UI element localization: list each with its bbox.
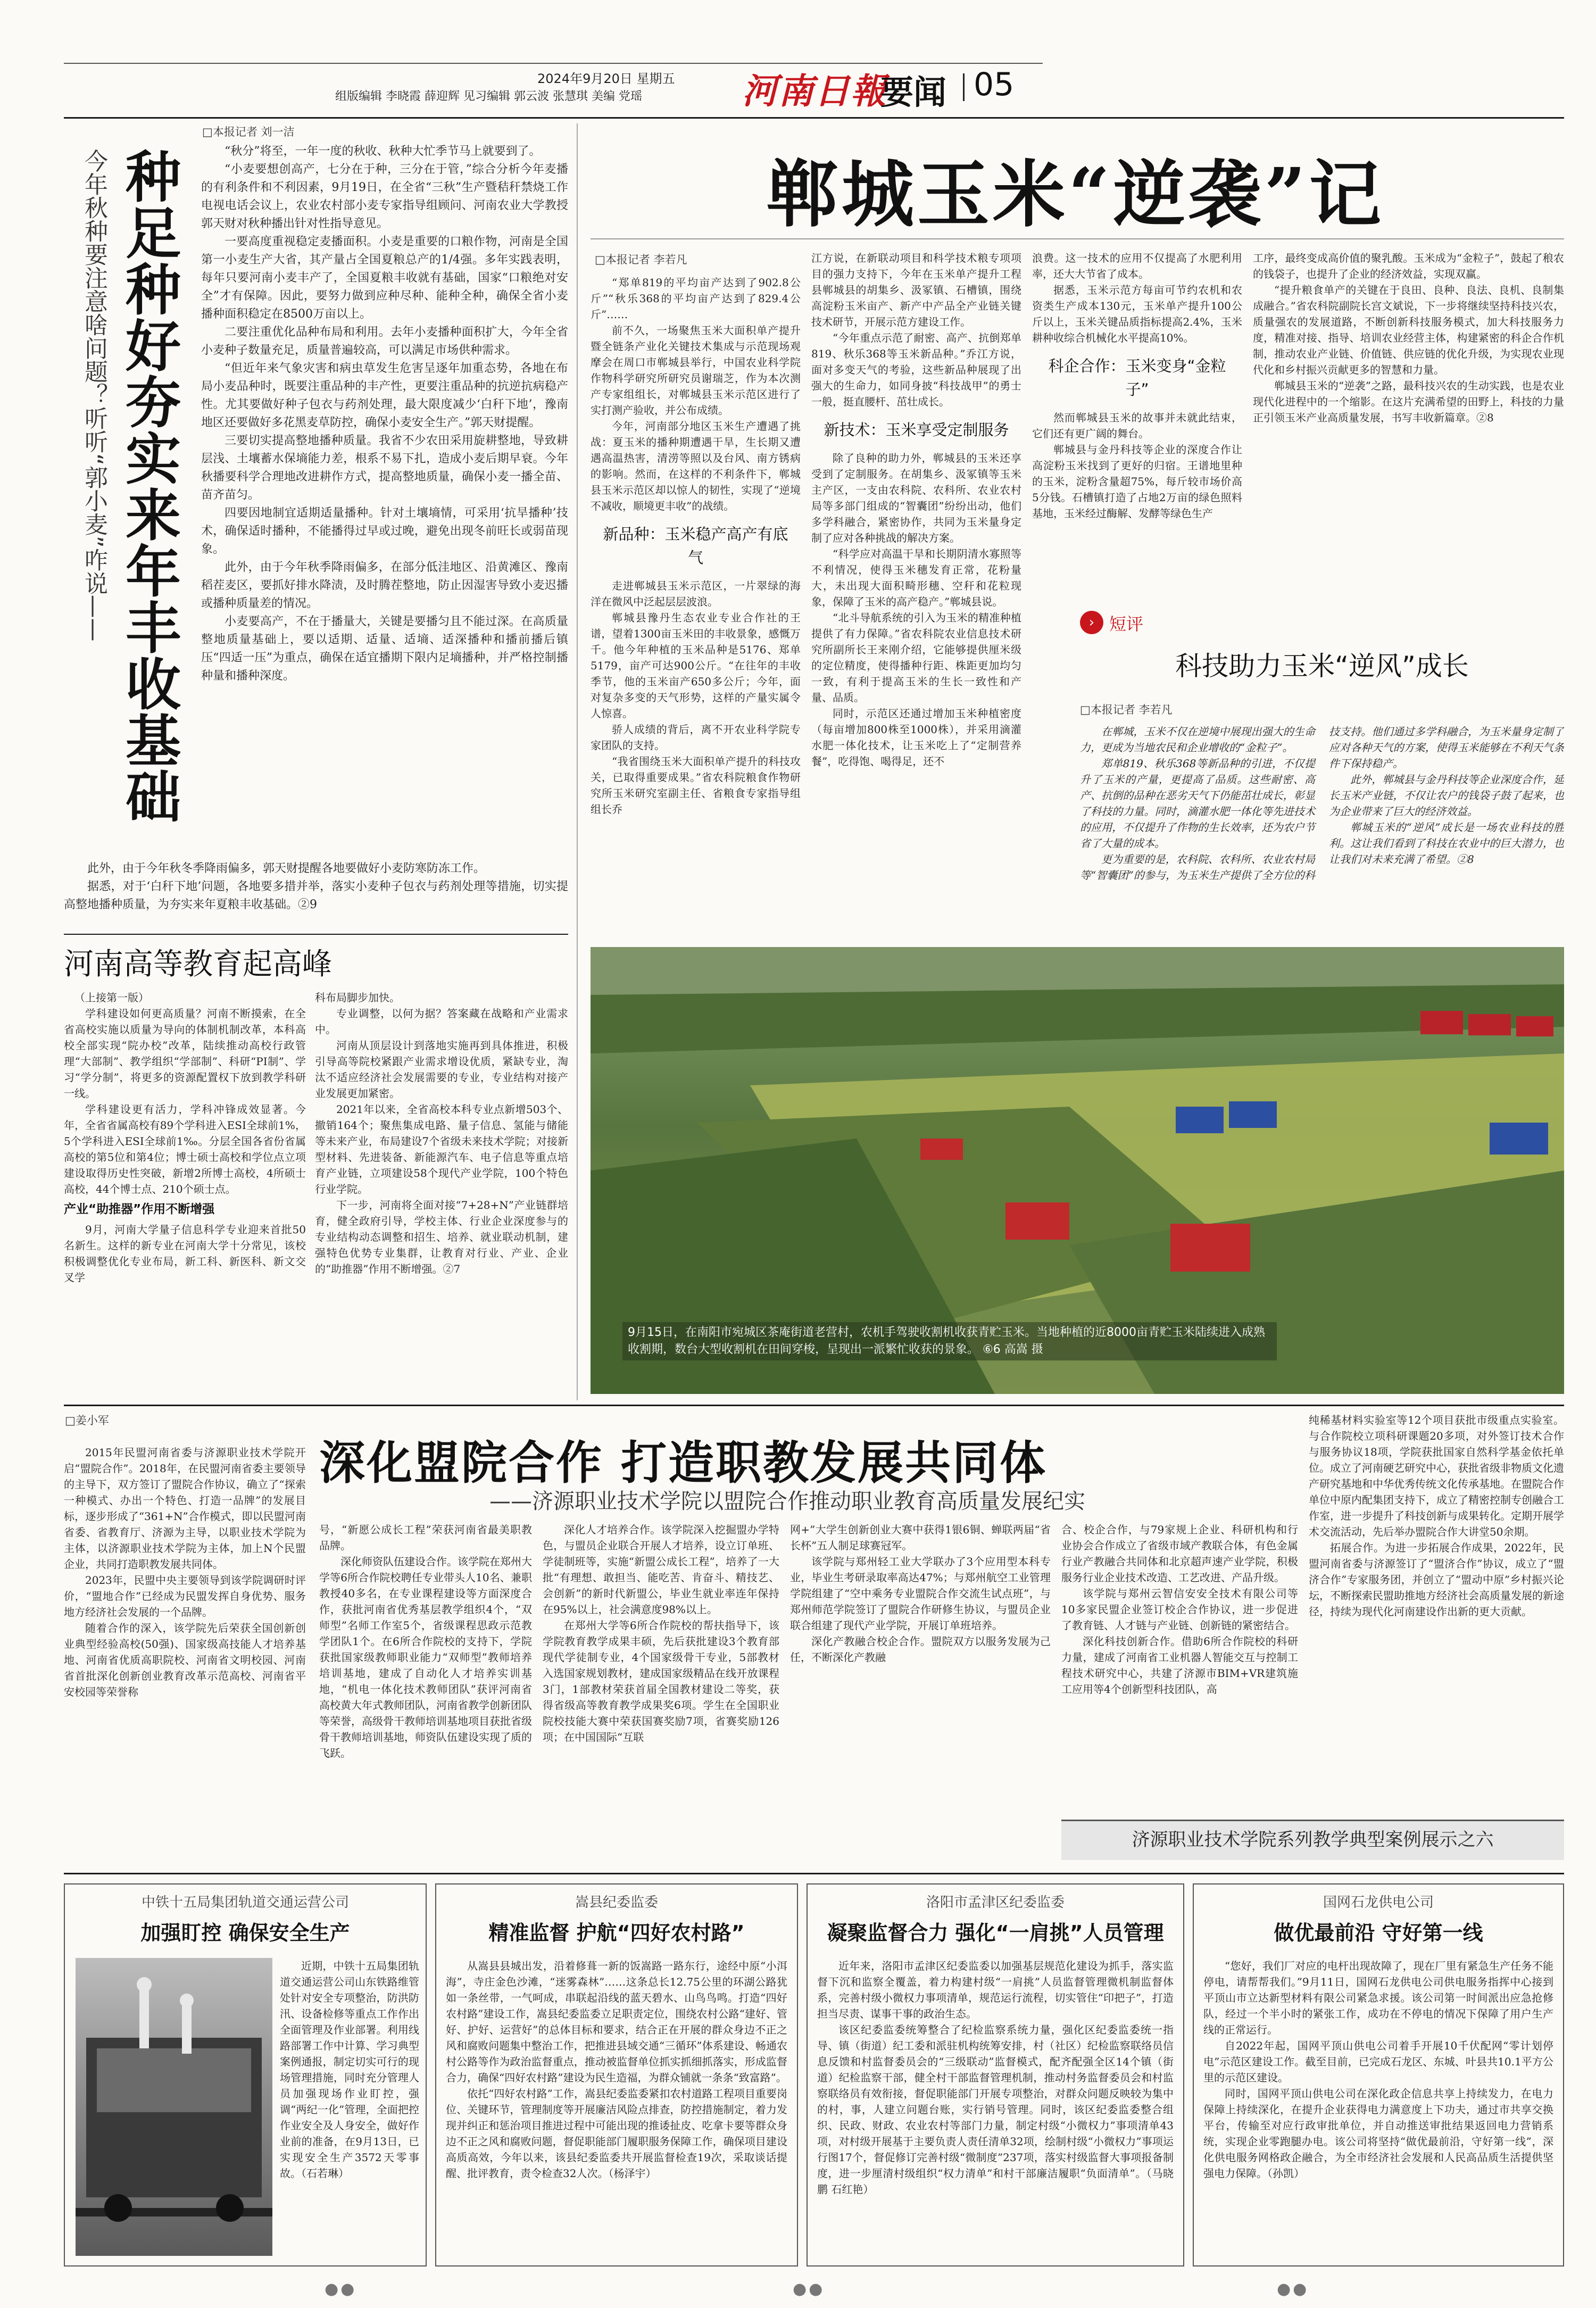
seed-body-col1 xyxy=(201,143,568,858)
seed-p10: 此外，由于今年秋冬季降雨偏多，郭天财提醒各地要做好小麦防寒防冻工作。 xyxy=(87,862,486,875)
higher-edu-p3: 9月，河南大学量子信息科学专业迎来首批50名新生。这样的新专业在河南大学十分常见，该校积极调整优化专业布局，新工科、新医科、新文交叉学 xyxy=(64,1223,306,1284)
corn-subhead-2: 新技术：玉米享受定制服务 xyxy=(824,421,1009,439)
corn-col3 xyxy=(1032,250,1242,604)
corn-c2-p6: 同时，示范区还通过增加玉米种植密度（每亩增加800株至1000株），并采用滴灌水肥一体化技术，让玉米吃上了“定制营养餐”，吃得饱、喝得足，还不 xyxy=(811,707,1021,768)
corn-c4-p3: 郸城县玉米的“逆袭”之路，最科技兴农的生动实践，也是农业现代化进程中的一个缩影。在这片充满希望的田野上，科技的力量正引领玉米产业高质量发展，书写丰收新篇章。②8 xyxy=(1253,379,1564,424)
corn-col2 xyxy=(811,250,1021,942)
higher-edu-p8: 下一步，河南将全面对接“7+28+N”产业链群培育，健全政府引导，学校主体、行业企业深度参与的专业结构动态调整和招生、培养、就业联动机制，建强特色优势专业集群，让教育对行业、产业、企业的“助推器”作用不断增强。②7 xyxy=(315,1199,568,1275)
comment-p3: 更为重要的是，农科院、农科所、农业农村局等“智囊团”的参与，为玉米生产提供了全方位的科技支持。他们通过多学科融合，为玉米量身定制了应对各种天气的方案，使得玉米能够在不利天气条件下保持稳产。 xyxy=(1080,725,1564,882)
corn-c2-p1: 江方说，在新联动项目和科学技术粮专项项目的强力支持下，今年在玉米单产提升工程县郸城县的胡集乡、汲冢镇、石槽镇，围绕高淀粉玉米亩产、新产中产品全产业链关键技术研节，开展示范方建设工作。 xyxy=(811,252,1021,328)
corn-c1-p3: 今年，河南部分地区玉米生产遭遇了挑战：夏玉米的播种期遭遇干旱，生长期又遭遇高温热害，清涝等照以及台风、南方锈病的影响。然而，在这样的不利条件下，郸城县玉米示范区却以惊人的韧性，实现了“逆境不减收，顺境更丰收”的战绩。 xyxy=(591,420,801,512)
voc-col5 xyxy=(1061,1522,1298,1812)
comment-tag: 短评 xyxy=(1109,614,1144,634)
higher-edu-p4: 科布局脚步加快。 xyxy=(315,991,400,1004)
corn-c4-p1: 工序，最终变成高价值的聚乳酸。玉米成为“金粒子”，鼓起了稂农的钱袋子，也提升了企业的经济效益，实现双赢。 xyxy=(1253,252,1564,280)
voc-c3-p2: 在郑州大学等6所合作院校的帮扶指导下，该学院教育教学成果丰硕，先后获批建设3个教育部现代学徒制专业，4个国家级骨干专业，5部教材入选国家规划教材，建成国家级精品在线开放课程3门，1部教材荣获首届全国教材建设二等奖，获得省级高等教育教学成果奖6项。学生在全国职业院校技能大赛中荣获国赛奖励7项，省赛奖励126项；在中国国际“互联 xyxy=(543,1619,779,1744)
comment-title: 科技助力玉米“逆风”成长 xyxy=(1175,651,1469,682)
corn-title: 郸城玉米“逆袭”记 xyxy=(766,152,1385,237)
higher-edu-col1 xyxy=(64,990,306,1399)
higher-edu-p2: 学科建设更有活力，学科冲锋成效显著。今年，全省省属高校有89个学科进入ESI全球前1%，5个学科进入ESI全球前1‰。分层全国各省份省属高校的第5位和第4位；博士硕士高校和学位点立项建设取得历史性突破，新增2所博士高校，4所硕士高校，44个博士点、210个硕士点。 xyxy=(64,1103,306,1195)
corn-c1-p5: 郸城县豫丹生态农业专业合作社的王谱，望着1300亩玉米田的丰收景象，感慨万千。他今年种植的玉米品种是5176、郑单5179，亩产可达900公斤。“在往年的丰收季节，他的玉米亩产650多公斤；今年，面对复杂多变的天气形势，这样的产量实属令人惊喜。 xyxy=(591,611,801,720)
higher-edu-p6: 河南从顶层设计到落地实施再到具体推进，积极引导高等院校紧跟产业需求增设优质，紧缺专业，淘汰不适应经济社会发展需要的专业，专业结构对接产业发展更加紧密。 xyxy=(315,1039,568,1100)
seed-p6: 三要切实提高整地播种质量。我省不少农田采用旋耕整地，导致耕层浅、土壤蓄水保墒能力差，根系不易下扎，造成小麦后期早衰。今年秋播要科学合理地改进耕作方式，提高整地质量，确保小麦一播全苗、苗齐苗匀。 xyxy=(201,434,568,502)
masthead-editors: 组版编辑 李晓霞 薛迎辉 见习编辑 郭云波 张慧琪 美编 党瑶 xyxy=(335,90,642,103)
voc-byline: □姜小军 xyxy=(65,1414,109,1427)
voc-c1-p2: 2023年，民盟中央主要领导到该学院调研时评价，“盟地合作”已经成为民盟发挥自身优势、服务地方经济社会发展的一个品牌。 xyxy=(64,1574,306,1618)
seed-p5: “但近年来气象灾害和病虫草发生危害呈逐年加重态势，各地在布局小麦品种时，既要注重品种的丰产性，更要注重品种的抗逆抗病稳产性。尤其要做好种子包衣与药剂处理，最大限度减少‘白秆下地’，豫南地区还要做好多花黑麦草防控，确保小麦安全生产。”郭天财提醒。 xyxy=(201,362,568,429)
box2-p1: 从嵩县县城出发，沿着修葺一新的饭嵩路一路东行，途经中原“小洱海”，寺庄金色沙滩，“迷雾森林”……这条总长12.75公里的环湖公路犹如一条丝带，一气呵成，串联起沿线的蓝天碧水、山鸟鸟鸣。打造“四好农村路”建设工作，嵩县纪委监委立足职责定位，围绕农村公路“建好、管好、护好、运营好”的总体目标和要求，结合正在开展的群众身边不正之风和腐败问题集中整治工作，把推进县域交通“三循环”体系建设、畅通农村公路等作为政治监督重点，推动被监督单位抓实抓细抓落实，形成监督合力，确保“四好农村路”建设为民生造福，为群众铺就一条条“致富路”。 xyxy=(446,1960,787,2084)
corn-c3-p2: 据悉，玉米示范方每亩可节约农机和农资类生产成本130元，玉米单产提升100公斤以上，玉米关键品质指标提高2.4%，玉米耕种收综合机械化水平提高10%。 xyxy=(1032,284,1242,344)
box1-kicker: 中铁十五局集团轨道交通运营公司 xyxy=(141,1895,349,1911)
train-icon xyxy=(76,1958,272,2256)
corn-c2-p3: 除了良种的助力外，郸城县的玉米还享受到了定制服务。在胡集乡、汲冢镇等玉米主产区，一支由农科院、农科所、农业农村局等多部门组成的“智囊团”纷纷出动，他们多学科融合，紧密协作，共同为玉米量身定制了应对各种挑战的解决方案。 xyxy=(811,452,1021,544)
section-divider xyxy=(963,73,965,101)
voc-c6-p2: 拓展合作。为进一步拓展合作成果，2022年，民盟河南省委与济源签订了“盟济合作”协议，成立了“盟济合作”专家服务团，并创立了“盟动中原”乡村振兴论坛，不断探索民盟助推地方经济社会高质量发展的新途径，持续为现代化河南建设作出新的更大贡献。 xyxy=(1309,1541,1564,1618)
voc-col2 xyxy=(319,1522,532,1867)
voc-c5-p2: 该学院与郑州云智信安安全技术有限公司等10多家民盟企业签订校企合作协议，进一步促进了教育链、人才链与产业链、创新链的紧密结合。 xyxy=(1061,1587,1298,1632)
voc-c2-p1: 号，“新愿公成长工程”荣获河南省最美职教品牌。 xyxy=(319,1523,532,1552)
corn-c2-p2: “今年重点示范了耐密、高产、抗倒郑单819、秋乐368等玉米新品种。”乔江方说，面对多变天气的考验，这些新品种展现了出强大的生命力，如同身披“科技战甲”的勇士一般，挺直腰杆、茁壮成长。 xyxy=(811,331,1021,408)
voc-col6 xyxy=(1309,1412,1564,1811)
box1-photo xyxy=(76,1958,272,2256)
section-name: 要闻 xyxy=(880,73,947,112)
box1-body xyxy=(280,1958,419,2259)
comment-p1: 在郸城，玉米不仅在逆境中展现出强大的生命力，更成为当地农民和企业增收的“金粒子”。 xyxy=(1080,725,1315,754)
higher-edu-cont: （上接第一版） xyxy=(74,991,149,1004)
voc-c5-p1: 合、校企合作，与79家规上企业、科研机构和行业协会合作成立了省级市域产教联合体，有色金属行业产教融合共同体和北京超声速产业学院，积极服务行业企业技术改造、工艺改进、产品升级。 xyxy=(1061,1523,1298,1584)
seed-p9: 小麦要高产，不在于播量大，关键是要播匀且不能过深。在高质量整地质量基础上，要以适期、适量、适墒、适深播种和播前播后镇压“四适一压”为重点，确保在适宜播期下限内足墒播种，并严格控制播种量和播种深度。 xyxy=(201,615,568,683)
voc-c1-p3: 随着合作的深入，该学院先后荣获全国创新创业典型经验高校(50强)、国家级高技能人才培养基地、河南省优质高职院校、河南省文明校园、河南省首批深化创新创业教育改革示范高校、河南省平安校园等荣誉称 xyxy=(64,1622,306,1698)
box4-p3: 同时，国网平顶山供电公司在深化政企信息共享上持续发力，在电力保障上持续深化，在提升企业获得电力满意度上下功夫，通过市共享交换平台，传输至对应行政审批单位，并自动推送审批结果返回电力营销系统，实现企业零跑腿办电。该公司将坚持“做优最前沿，守好第一线”，深化供电服务网格政企融合，为全市经济社会发展和人民高品质生活提供坚强电力保障。（孙凯） xyxy=(1203,2087,1553,2180)
voc-title: 深化盟院合作 打造职教发展共同体 xyxy=(319,1436,1047,1490)
voc-c4-p1: 网+”大学生创新创业大赛中获得1银6铜、蝉联两届“省长杯”五人制足球赛冠军。 xyxy=(790,1523,1051,1552)
voc-c1-p1: 2015年民盟河南省委与济源职业技术学院开启“盟院合作”。2018年，在民盟河南省委主要领导的主导下，双方签订了盟院合作协议，确立了“探索一种模式、办出一个特色、打造一品牌”的发展目标，逐步形成了“361+N”合作模式，即以民盟河南省委、省教育厅、济源为主导，以职业技术学院为主体，以济源职业技术学院为主体，加上N个民盟企业，共同打造职教发展共同体。 xyxy=(64,1446,306,1571)
photo-caption: 9月15日，在南阳市宛城区茶庵街道老营村，农机手驾驶收割机收获青贮玉米。当地种植的近8000亩青贮玉米陆续进入成熟收割期，数台大型收割机在田间穿梭，呈现出一派繁忙收获的景象。 ⑥6 高嵩 摄 xyxy=(622,1322,1277,1360)
corn-subhead-1: 新品种：玉米稳产高产有底气 xyxy=(603,525,788,567)
voc-series-banner: 济源职业技术学院系列教学典型案例展示之六 xyxy=(1061,1820,1564,1860)
chevron-right-icon: › xyxy=(1088,615,1095,630)
voc-subtitle: ——济源职业技术学院以盟院合作推动职业教育高质量发展纪实 xyxy=(489,1489,1085,1514)
box2-body xyxy=(446,1958,787,2259)
seed-p4: 二要注重优化品种布局和利用。去年小麦播种面积扩大，今年全省小麦种子数量充足，质量普遍较高，可以满足市场供种需求。 xyxy=(201,326,568,357)
seed-p2: “小麦要想创高产，七分在于种，三分在于管，”综合分析今年麦播的有利条件和不利因素，9月19日，在全省“三秋”生产暨秸秆禁烧工作电视电话会议上，农业农村部小麦专家指导组顾问、河南农业大学教授郭天财对秋种播出针对性指导意见。 xyxy=(201,163,568,230)
voc-c3-p1: 深化人才培养合作。该学院深入挖掘盟办学特色，与盟员企业联合开展人才培养，设立订单班、学徒制班等，实施“新盟公成长工程”，培养了一大批“有理想、敢担当、能吃苦、肯奋斗、精技艺、会创新”的新时代新盟公，毕业生就业率连年保持在95%以上，社会满意度98%以上。 xyxy=(543,1523,779,1616)
corn-c1-p6: 骄人成绩的背后，离不开农业科学院专家团队的支持。 xyxy=(591,723,801,752)
footer-dots-center: ●● xyxy=(793,2280,825,2298)
comment-p2: 郑单819、秋乐368等新品种的引进，不仅提升了玉米的产量，更提高了品质。这些耐密、高产、抗倒的品种在恶劣天气下仍能茁壮成长，彰显了科技的力量。同时，滴灌水肥一体化等先进技术的应用，不仅提升了作物的生长效率，还为农户节省了大量的成本。 xyxy=(1080,757,1315,850)
corn-c2-p4: “科学应对高温干旱和长期阴清水寡照等不利情况，使得玉米穗发育正常，花粉量大，未出现大面积畸形穗、空秆和花粒现象，保障了玉米的高产稳产。”郸城县说。 xyxy=(811,547,1021,608)
seed-p7: 四要因地制宜适期适量播种。针对土壤墒情，可采用‘抗旱播种’技术，确保适时播种，不能播得过早或过晚，避免出现冬前旺长或弱苗现象。 xyxy=(201,507,568,556)
comment-tag-badge xyxy=(1080,611,1103,634)
box4-p1: “您好，我们厂对应的电杆出现故障了，现在厂里有紧急生产任务不能停电，请帮帮我们。”9月11日，国网石龙供电公司供电服务指挥中心接到平顶山市立达新型材料有限公司紧急求援。该公司第一时间派出应急抢修队，经过一个半小时的紧张工作，成功在不停电的情况下保障了用户生产线的正常运行。 xyxy=(1203,1960,1553,2036)
corn-c1-p7: “我省围绕玉米大面积单产提升的科技攻关，已取得重要成果。”省农科院粮食作物研究所玉米研究室副主任、省粮食专家指导组组长乔 xyxy=(591,755,801,816)
box2-kicker: 嵩县纪委监委 xyxy=(575,1895,658,1911)
seed-body-bottom xyxy=(64,860,568,929)
seed-p11: 据悉，对于‘白秆下地’问题，各地要多措并举，落实小麦种子包衣与药剂处理等措施，切实提高整地播种质量，为夯实来年夏粮丰收基础。②9 xyxy=(64,880,568,911)
comment-byline: □本报记者 李若凡 xyxy=(1080,703,1173,716)
comment-p4: 此外，郸城县与金丹科技等企业深度合作，延长玉米产业链，不仅让农户的钱袋子鼓了起来，也为企业带来了巨大的经济效益。 xyxy=(1329,773,1564,818)
corn-c4-p2: “提升粮食单产的关键在于良田、良种、良法、良机、良制集成融合。”省农科院副院长宫文斌说，下一步将继续坚持科技兴农，质量强农的发展道路，不断创新科技服务模式，加大科技服务力度，精准对接、指导、培训农业经营主体，构建紧密的科企合作机制，推动农业产业链、价值链、供应链的优化升级，为实现农业现代化和乡村振兴贡献更多的智慧和力量。 xyxy=(1253,284,1564,376)
corn-c3-p1: 浪费。这一技术的应用不仅提高了水肥利用率，还大大节省了成本。 xyxy=(1032,252,1242,280)
comment-body xyxy=(1080,724,1564,942)
seed-p8: 此外，由于今年秋季降雨偏多，在部分低洼地区、沿黄滩区、豫南稻茬麦区，要抓好排水降渍，及时腾茬整地，防止因湿害导致小麦迟播或播种质量差的情况。 xyxy=(201,561,568,610)
corn-col4 xyxy=(1253,250,1564,604)
box1-p1: 近期，中铁十五局集团轨道交通运营公司山东铁路维管处针对安全专项整治，防洪防汛、设备检修等重点工作作出全面管理及作业部署。利用线路部署工作中计算、学习典型案例通报，制定切实可行的现场管理措施，同时充分管理人员加强现场作业盯控，强调“两纪一化”管理，全面把控作业安全及人身安全，做好作业前的准备，在9月13日，已实现安全生产3572天零事故。（石若琳） xyxy=(280,1960,419,2180)
voc-c6-p1: 纯稀基材料实验室等12个项目获批市级重点实验室。与合作院校立项科研课题20多项，对外签订技术合作与服务协议18项，学院获批国家自然科学基金依托单位。成立了河南硬艺研究中心，获批省级非物质文化遗产研究基地和中华优秀传统文化传承基地。在盟院合作单位中原内配集团支持下，成立了精密控制专创融合工作室，进一步提升了科技创新与成果转化。定期开展学术交流活动，先后举办盟院合作大讲堂50余期。 xyxy=(1309,1414,1564,1538)
corn-c3-p3: 然而郸城县玉米的故事并未就此结束，它们还有更广阔的舞台。 xyxy=(1032,411,1242,440)
voc-col4 xyxy=(790,1522,1051,1867)
higher-edu-p1: 学科建设如何更高质量？河南不断摸索，在全省高校实施以质量为导向的体制机制改革，本科高校全部实现“院办校”改革，陆续推动高校行政管理“大部制”、教学组织“学部制”、科研“PI制”、学习“学分制”，将更多的资源配置权下放到教学科研一线。 xyxy=(64,1007,306,1100)
voc-c4-p2: 该学院与郑州轻工业大学联办了3个应用型本科专业，毕业生考研录取率高达47%；与郑州航空工业管理学院组建了“空中乘务专业盟院合作交流生试点班”，与郑州师范学院签订了盟院合作研修生协议，与盟员企业联合组建了现代产业学院，开展订单班培养。 xyxy=(790,1555,1051,1632)
box3-body xyxy=(817,1958,1174,2259)
seed-title: 种足种好夯实来年丰收基础 xyxy=(116,148,181,825)
comment-p5: 郸城玉米的“逆风”成长是一场农业科技的胜利。这让我们看到了科技在农业中的巨大潜力，也让我们对未来充满了希望。②8 xyxy=(1329,821,1564,866)
box1-title: 加强盯控 确保安全生产 xyxy=(140,1921,350,1945)
box3-p1: 近年来，洛阳市孟津区纪委监委以加强基层规范化建设为抓手，落实监督下沉和监察全覆盖，着力构建村级“一肩挑”人员监督管理微机制监督体系，完善村级小微权力事项清单，规范运行流程，切实管住“印把子”，打造担当尽责、谋事干事的政治生态。 xyxy=(817,1960,1174,2020)
seed-byline: □本报记者 刘一洁 xyxy=(202,126,295,138)
box2-title: 精准监督 护航“四好农村路” xyxy=(488,1921,745,1945)
box3-kicker: 洛阳市孟津区纪委监委 xyxy=(926,1895,1065,1911)
corn-c1-p4: 走进郸城县玉米示范区，一片翠绿的海洋在微风中泛起层层波浪。 xyxy=(591,579,801,608)
voc-c2-p2: 深化师资队伍建设合作。该学院在郑州大学等6所合作院校聘任专业带头人10名、兼职教授40多名，在专业课程建设等方面深度合作，获批河南省优秀基层教学组织4个，“双师型”名师工作室5个，省级课程思政示范教学团队1个。在6所合作院校的支持下，学院获批国家级教师职业能力“双师型”教师培养培训基地，建成了自动化人才培养实训基地，“机电一体化技术教师团队”获评河南省高校黄大年式教师团队，河南省教学创新团队等荣誉，高级骨干教师培训基地项目获批省级骨干教师培训基地，师资队伍建设实现了质的飞跃。 xyxy=(319,1555,532,1759)
footer-dots-right: ●● xyxy=(1277,2280,1309,2298)
box3-title: 凝聚监督合力 强化“一肩挑”人员管理 xyxy=(827,1921,1164,1945)
corn-col1 xyxy=(591,275,801,942)
seed-p1: “秋分”将至，一年一度的秋收、秋种大忙季节马上就要到了。 xyxy=(225,145,541,158)
voc-c4-p3: 深化产教融合校企合作。盟院双方以服务发展为己任，不断深化产教融 xyxy=(790,1635,1051,1664)
higher-edu-p7: 2021年以来，全省高校本科专业点新增503个、撤销164个；聚焦集成电路、量子信息、氢能与储能等未来产业，布局建设7个省级未来技术学院；对接新型材料、先进装备、新能源汽车、电子信息等重点培育产业链，立项建设58个现代产业学院，100个特色行业学院。 xyxy=(315,1103,568,1195)
corn-c1-p1: “郑单819的平均亩产达到了902.8公斤”“秋乐368的平均亩产达到了829.4公斤”…… xyxy=(591,276,801,321)
corn-c1-p2: 前不久，一场聚焦玉米大面积单产提升暨全链条产业化关键技术集成与示范现场观摩会在周口市郸城县举行，中国农业科学院作物科学研究所研究员谢瑞芝，作为本次测产专家组组长，对郸城县玉米示范区进行了实打测产验收，并公布成绩。 xyxy=(591,324,801,417)
box2-p2: 依托“四好农村路”工作，嵩县纪委监委紧扣农村道路工程项目重要岗位、关键环节，管理制度等开展廉洁风险点排查，防控措施制定，着力发现并纠正和惩治项目推进过程中可能出现的推诿扯皮、吃拿卡要等群众身边不正之风和腐败问题，督促职能部门履职服务保障工作，确保项目建设高质高效，今年以来，该县纪委监委共开展监督检查19次，采取谈话提醒、批评教育，责令检查32人次。（杨泽宇） xyxy=(446,2087,787,2180)
corn-c2-p5: “北斗导航系统的引入为玉米的精准种植提供了有力保障。”省农科院农业信息技术研究所副所长王来刚介绍，它能够提供厘米级的定位精度，使得播种行距、株距更加均匀一致，有利于提高玉米的生长一致性和产量、品质。 xyxy=(811,611,1021,704)
voc-c5-p3: 深化科技创新合作。借助6所合作院校的科研力量，建成了河南省工业机器人智能交互与控制工程技术研究中心，共建了济源市BIM+VR建筑施工应用等4个创新型科技团队，高 xyxy=(1061,1635,1298,1696)
paper-logo: 河南日報 xyxy=(742,70,887,112)
voc-col3 xyxy=(543,1522,779,1867)
box4-kicker: 国网石龙供电公司 xyxy=(1323,1895,1434,1911)
voc-col1 xyxy=(64,1444,306,1867)
corn-c3-p4: 郸城县与金丹科技等企业的深度合作让高淀粉玉米找到了更好的归宿。王谱地里种的玉米，淀粉含量超75%，每斤较市场价高5分钱。石槽镇打造了占地2万亩的绿色照料基地，玉米经过酶解、发酵等绿色生产 xyxy=(1032,443,1242,520)
box3-p2: 该区纪委监委统筹整合了纪检监察系统力量，强化区纪委监委统一指导、镇（街道）纪工委和派驻机构统筹安排，村（社区）纪检监察联络员信息反馈和村监督委员会的“三级联动”监督模式，配齐配强全区14个镇（街道）纪检监察干部，健全村干部监督管理机制，推动村务监督委员会和村监察联络员有效衔接，督促职能部门开展专项整治，对群众问题反映较为集中的村，事，人建立问题台账，实行销号管理。同时，该区纪委监委整合组织、民政、财政、农业农村等部门力量，制定村级“小微权力”事项清单43项，对村级开展基于主要负责人责任清单32项，绘制村级“小微权力”事项运行图17个，督促修订完善村级“微制度”237项，落实村级监督大事项报备制度，进一步厘清村级组织“权力清单”和村干部廉洁履职“负面清单”。（马晓鹏 石红艳） xyxy=(817,2023,1174,2196)
footer-dots-left: ●● xyxy=(325,2280,357,2298)
higher-edu-p5: 专业调整，以何为据？答案藏在战略和产业需求中。 xyxy=(315,1007,568,1036)
higher-edu-title: 河南高等教育起高峰 xyxy=(64,947,332,982)
box4-p2: 自2022年起，国网平顶山供电公司着手开展10千伏配网“零计划停电”示范区建设工作。截至目前，已完成石龙区、东城、叶县共10.1平方公里的示范区建设。 xyxy=(1203,2039,1553,2084)
masthead-date: 2024年9月20日 星期五 xyxy=(537,71,675,86)
corn-byline: □本报记者 李若凡 xyxy=(595,253,687,266)
higher-edu-subhead: 产业“助推器”作用不断增强 xyxy=(64,1202,215,1216)
box4-body xyxy=(1203,1958,1553,2259)
corn-subhead-3: 科企合作：玉米变身“金粒子” xyxy=(1048,357,1226,398)
page-number: 05 xyxy=(974,66,1015,103)
seed-p3: 一要高度重视稳定麦播面积。小麦是重要的口粮作物，河南是全国第一小麦生产大省，其产量占全国夏粮总产的1/4强。多年实践表明，每年只要河南小麦丰产了，全国夏粮丰收就有基础，国家“口粮绝对安全”才有保障。因此，要努力做到应种尽种、能种全种，确保全省小麦播种面积稳定在8500万亩以上。 xyxy=(201,235,568,321)
box4-title: 做优最前沿 守好第一线 xyxy=(1274,1921,1483,1945)
higher-edu-col2 xyxy=(315,990,568,1399)
seed-kicker: 今年秋种要注意啥问题？听听“郭小麦”咋说—— xyxy=(80,149,107,642)
